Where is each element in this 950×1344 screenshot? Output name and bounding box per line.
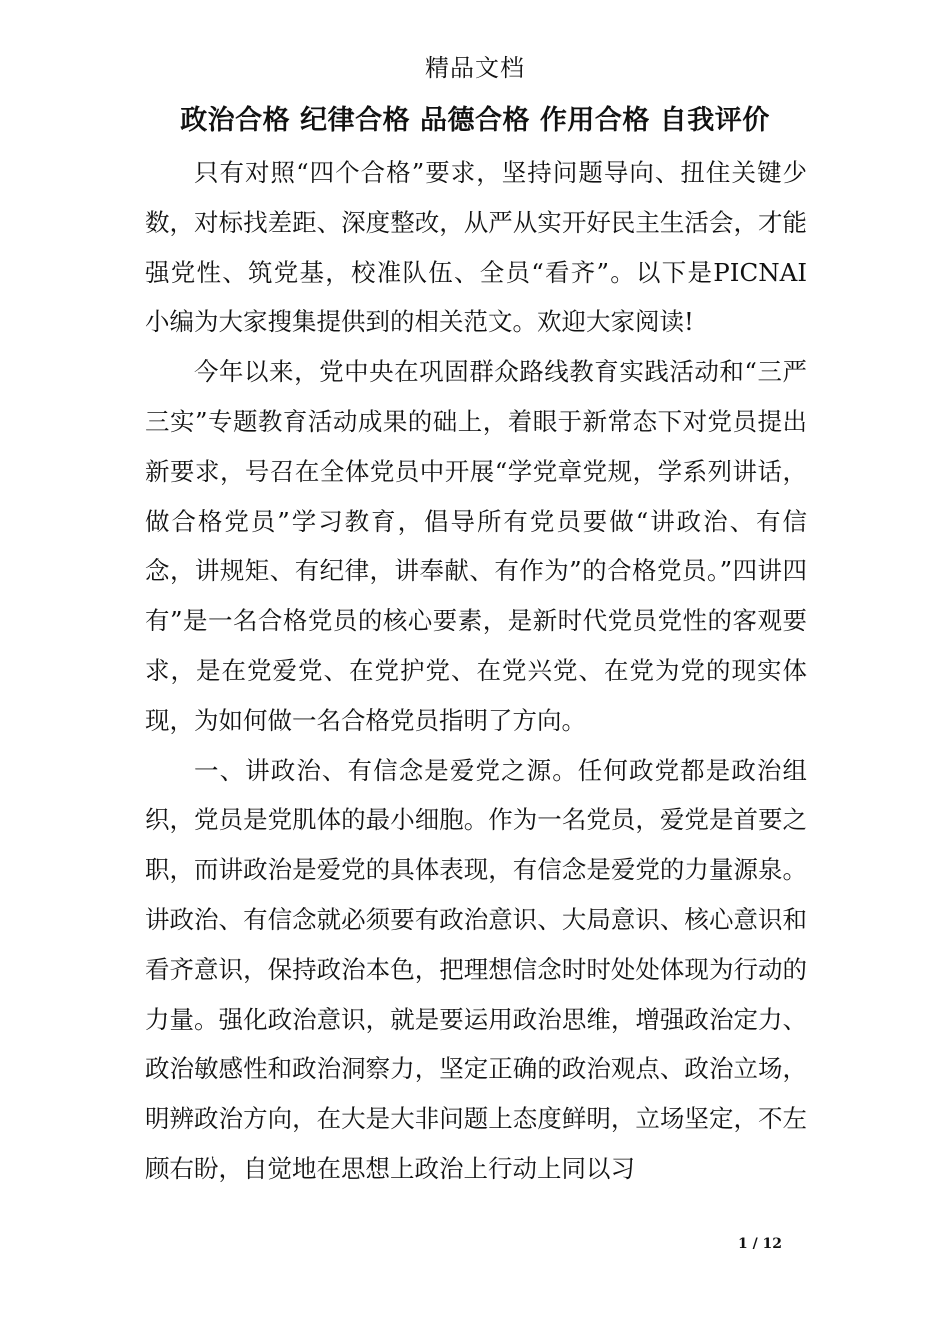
page-number: 1 / 12 [737, 1236, 783, 1252]
paragraph-intro: 只有对照“四个合格”要求，坚持问题导向、扭住关键少数，对标找差距、深度整改，从严从实开好民主生活会，才能强党性、筑党基，校准队伍、全员“看齐”。以下是PICNAI 小编为大家搜集提供到的相关范文。欢迎大家阅读! [145, 158, 807, 337]
page-header: 精品文档 [425, 54, 525, 82]
paragraph-background: 今年以来，党中央在巩固群众路线教育实践活动和“三严三实”专题教育活动成果的础上，着眼于新常态下对党员提出新要求，号召在全体党员中开展“学党章党规，学系列讲话，做合格党员”学习教育，倡导所有党员要做“讲政治、有信念，讲规矩、有纪律，讲奉献、有作为”的合格党员。”四讲四有”是一名合格党员的核心要素，是新时代党员党性的客观要求，是在党爱党、在党护党、在党兴党、在党为党的现实体现，为如何做一名合格党员指明了方向。 [145, 357, 807, 735]
paragraph-section-one: 一、讲政治、有信念是爱党之源。任何政党都是政治组织，党员是党肌体的最小细胞。作为一名党员，爱党是首要之职，而讲政治是爱党的具体表现，有信念是爱党的力量源泉。讲政治、有信念就必须要有政治意识、大局意识、核心意识和看齐意识，保持政治本色，把理想信念时时处处体现为行动的力量。强化政治意识，就是要运用政治思维，增强政治定力、政治敏感性和政治洞察力，坚定正确的政治观点、政治立场，明辨政治方向，在大是大非问题上态度鲜明，立场坚定，不左顾右盼，自觉地在思想上政治上行动上同以习 [145, 755, 807, 1183]
document-title: 政治合格 纪律合格 品德合格 作用合格 自我评价 [180, 105, 770, 136]
document-body [145, 148, 807, 1194]
